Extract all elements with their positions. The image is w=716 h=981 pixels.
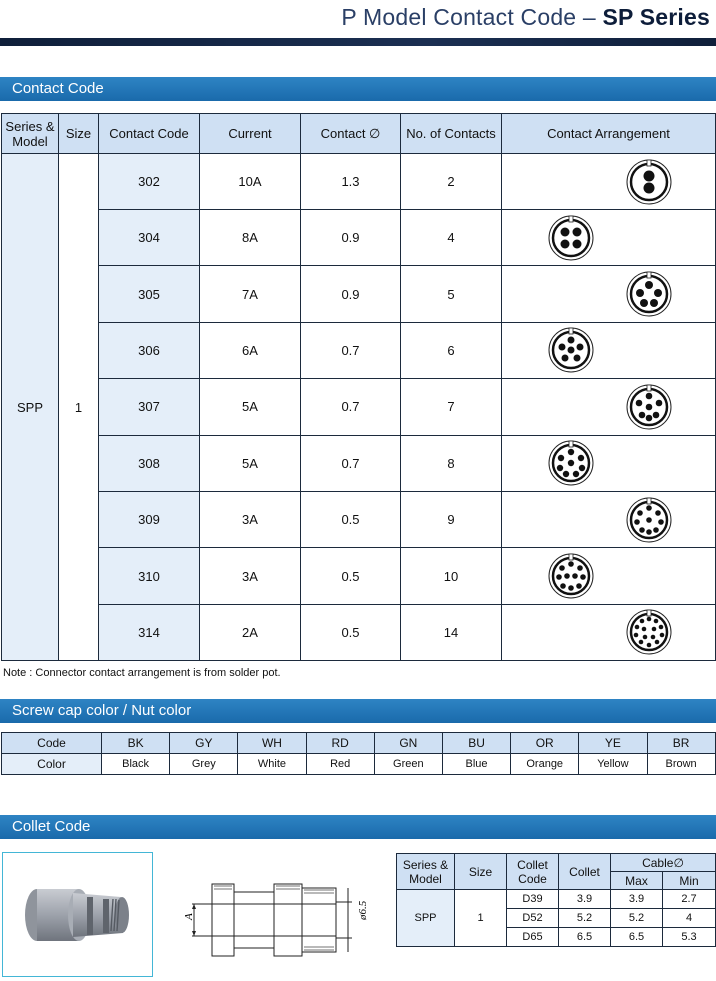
collet-col-min: Min bbox=[663, 872, 716, 890]
current-cell: 6A bbox=[200, 322, 301, 378]
contact-diameter-cell: 1.3 bbox=[301, 154, 401, 210]
collet-code-cell: D52 bbox=[507, 909, 559, 928]
contact-row bbox=[2, 491, 716, 547]
contact-code-cell: 308 bbox=[99, 435, 200, 491]
col-no-contacts: No. of Contacts bbox=[401, 114, 502, 154]
contact-arrangement-cell bbox=[502, 322, 716, 378]
collet-col-size: Size bbox=[455, 854, 507, 890]
contact-arrangement-icon bbox=[624, 382, 674, 432]
color-name-cell: Black bbox=[102, 754, 170, 775]
color-name-cell: Red bbox=[306, 754, 374, 775]
color-code-cell: BR bbox=[647, 733, 715, 754]
contact-code-cell: 310 bbox=[99, 548, 200, 604]
contact-diameter-cell: 0.5 bbox=[301, 604, 401, 660]
contact-diameter-cell: 0.5 bbox=[301, 548, 401, 604]
no-contacts-cell: 5 bbox=[401, 266, 502, 322]
no-contacts-cell: 14 bbox=[401, 604, 502, 660]
col-contact-diameter: Contact ∅ bbox=[301, 114, 401, 154]
contact-code-section-title: Contact Code bbox=[0, 77, 716, 101]
collet-series-cell: SPP bbox=[397, 890, 455, 947]
collet-table bbox=[396, 853, 716, 947]
contact-code-cell: 304 bbox=[99, 210, 200, 266]
contact-code-cell: 305 bbox=[99, 266, 200, 322]
current-cell: 2A bbox=[200, 604, 301, 660]
contact-code-cell: 314 bbox=[99, 604, 200, 660]
header-rule bbox=[0, 38, 716, 46]
color-code-cell: RD bbox=[306, 733, 374, 754]
color-name-cell: Grey bbox=[170, 754, 238, 775]
contact-row bbox=[2, 379, 716, 435]
no-contacts-cell: 7 bbox=[401, 379, 502, 435]
current-cell: 5A bbox=[200, 435, 301, 491]
current-cell: 10A bbox=[200, 154, 301, 210]
current-cell: 5A bbox=[200, 379, 301, 435]
color-code-cell: YE bbox=[579, 733, 647, 754]
cable-min-cell: 5.3 bbox=[663, 928, 716, 947]
contact-arrangement-icon bbox=[624, 495, 674, 545]
drawing-label-a: A bbox=[183, 913, 195, 920]
contact-diameter-cell: 0.7 bbox=[301, 379, 401, 435]
contact-code-table bbox=[1, 113, 716, 661]
no-contacts-cell: 9 bbox=[401, 491, 502, 547]
contact-diameter-cell: 0.9 bbox=[301, 266, 401, 322]
contact-diameter-cell: 0.5 bbox=[301, 491, 401, 547]
color-name-cell: Blue bbox=[442, 754, 510, 775]
contact-arrangement-icon bbox=[546, 325, 596, 375]
collet-size-cell: 1 bbox=[455, 890, 507, 947]
collet-drawing bbox=[172, 858, 372, 973]
contact-code-cell: 309 bbox=[99, 491, 200, 547]
cable-min-cell: 4 bbox=[663, 909, 716, 928]
contact-arrangement-icon bbox=[546, 213, 596, 263]
collet-col-collet: Collet bbox=[559, 854, 611, 890]
collet-code-cell: D65 bbox=[507, 928, 559, 947]
contact-diameter-cell: 0.7 bbox=[301, 322, 401, 378]
current-cell: 7A bbox=[200, 266, 301, 322]
contact-arrangement-cell bbox=[502, 604, 716, 660]
contact-arrangement-icon bbox=[624, 269, 674, 319]
contact-note: Note : Connector contact arrangement is from solder pot. bbox=[3, 667, 281, 679]
collet-value-cell: 6.5 bbox=[559, 928, 611, 947]
contact-arrangement-cell bbox=[502, 491, 716, 547]
contact-code-cell: 306 bbox=[99, 322, 200, 378]
col-contact-code: Contact Code bbox=[99, 114, 200, 154]
color-name-label: Color bbox=[2, 754, 102, 775]
collet-col-code: Collet Code bbox=[507, 854, 559, 890]
color-code-cell: GY bbox=[170, 733, 238, 754]
collet-col-series: Series & Model bbox=[397, 854, 455, 890]
contact-code-cell: 307 bbox=[99, 379, 200, 435]
contact-row bbox=[2, 154, 716, 210]
color-code-cell: BU bbox=[442, 733, 510, 754]
contact-arrangement-cell bbox=[502, 548, 716, 604]
color-code-cell: GN bbox=[374, 733, 442, 754]
collet-col-max: Max bbox=[611, 872, 663, 890]
color-name-cell: Green bbox=[374, 754, 442, 775]
color-code-label: Code bbox=[2, 733, 102, 754]
contact-arrangement-icon bbox=[624, 157, 674, 207]
contact-arrangement-icon bbox=[546, 438, 596, 488]
contact-arrangement-cell bbox=[502, 379, 716, 435]
page-title-series: SP Series bbox=[602, 4, 710, 30]
contact-row bbox=[2, 604, 716, 660]
color-section-title: Screw cap color / Nut color bbox=[0, 699, 716, 723]
no-contacts-cell: 6 bbox=[401, 322, 502, 378]
page-title-main: P Model Contact Code – bbox=[341, 4, 603, 30]
drawing-label-diameter: ø6.5 bbox=[357, 900, 369, 920]
collet-value-cell: 3.9 bbox=[559, 890, 611, 909]
cable-max-cell: 6.5 bbox=[611, 928, 663, 947]
collet-row bbox=[397, 890, 716, 909]
contact-arrangement-icon bbox=[624, 607, 674, 657]
color-code-cell: BK bbox=[102, 733, 170, 754]
cable-max-cell: 3.9 bbox=[611, 890, 663, 909]
col-current: Current bbox=[200, 114, 301, 154]
col-series-model: Series & Model bbox=[2, 114, 59, 154]
col-contact-arrangement: Contact Arrangement bbox=[502, 114, 716, 154]
contact-arrangement-cell bbox=[502, 154, 716, 210]
contact-code-cell: 302 bbox=[99, 154, 200, 210]
current-cell: 3A bbox=[200, 548, 301, 604]
contact-row bbox=[2, 322, 716, 378]
contact-arrangement-icon bbox=[546, 551, 596, 601]
collet-col-cable: Cable∅ bbox=[611, 854, 716, 872]
page-title bbox=[341, 4, 710, 31]
color-code-cell: WH bbox=[238, 733, 306, 754]
no-contacts-cell: 10 bbox=[401, 548, 502, 604]
current-cell: 3A bbox=[200, 491, 301, 547]
collet-value-cell: 5.2 bbox=[559, 909, 611, 928]
contact-row bbox=[2, 210, 716, 266]
collet-section-title: Collet Code bbox=[0, 815, 716, 839]
cable-max-cell: 5.2 bbox=[611, 909, 663, 928]
contact-arrangement-cell bbox=[502, 266, 716, 322]
no-contacts-cell: 4 bbox=[401, 210, 502, 266]
color-name-cell: Brown bbox=[647, 754, 715, 775]
color-name-cell: White bbox=[238, 754, 306, 775]
contact-row bbox=[2, 548, 716, 604]
current-cell: 8A bbox=[200, 210, 301, 266]
color-code-cell: OR bbox=[511, 733, 579, 754]
contact-diameter-cell: 0.7 bbox=[301, 435, 401, 491]
collet-code-cell: D39 bbox=[507, 890, 559, 909]
color-table bbox=[1, 732, 716, 775]
no-contacts-cell: 2 bbox=[401, 154, 502, 210]
color-name-cell: Yellow bbox=[579, 754, 647, 775]
series-model-cell: SPP bbox=[2, 154, 59, 661]
col-size: Size bbox=[59, 114, 99, 154]
contact-arrangement-cell bbox=[502, 435, 716, 491]
contact-diameter-cell: 0.9 bbox=[301, 210, 401, 266]
size-cell: 1 bbox=[59, 154, 99, 661]
collet-photo bbox=[2, 852, 153, 977]
contact-row bbox=[2, 435, 716, 491]
no-contacts-cell: 8 bbox=[401, 435, 502, 491]
cable-min-cell: 2.7 bbox=[663, 890, 716, 909]
color-name-cell: Orange bbox=[511, 754, 579, 775]
contact-arrangement-cell bbox=[502, 210, 716, 266]
collet-illustration bbox=[3, 853, 152, 976]
contact-row bbox=[2, 266, 716, 322]
